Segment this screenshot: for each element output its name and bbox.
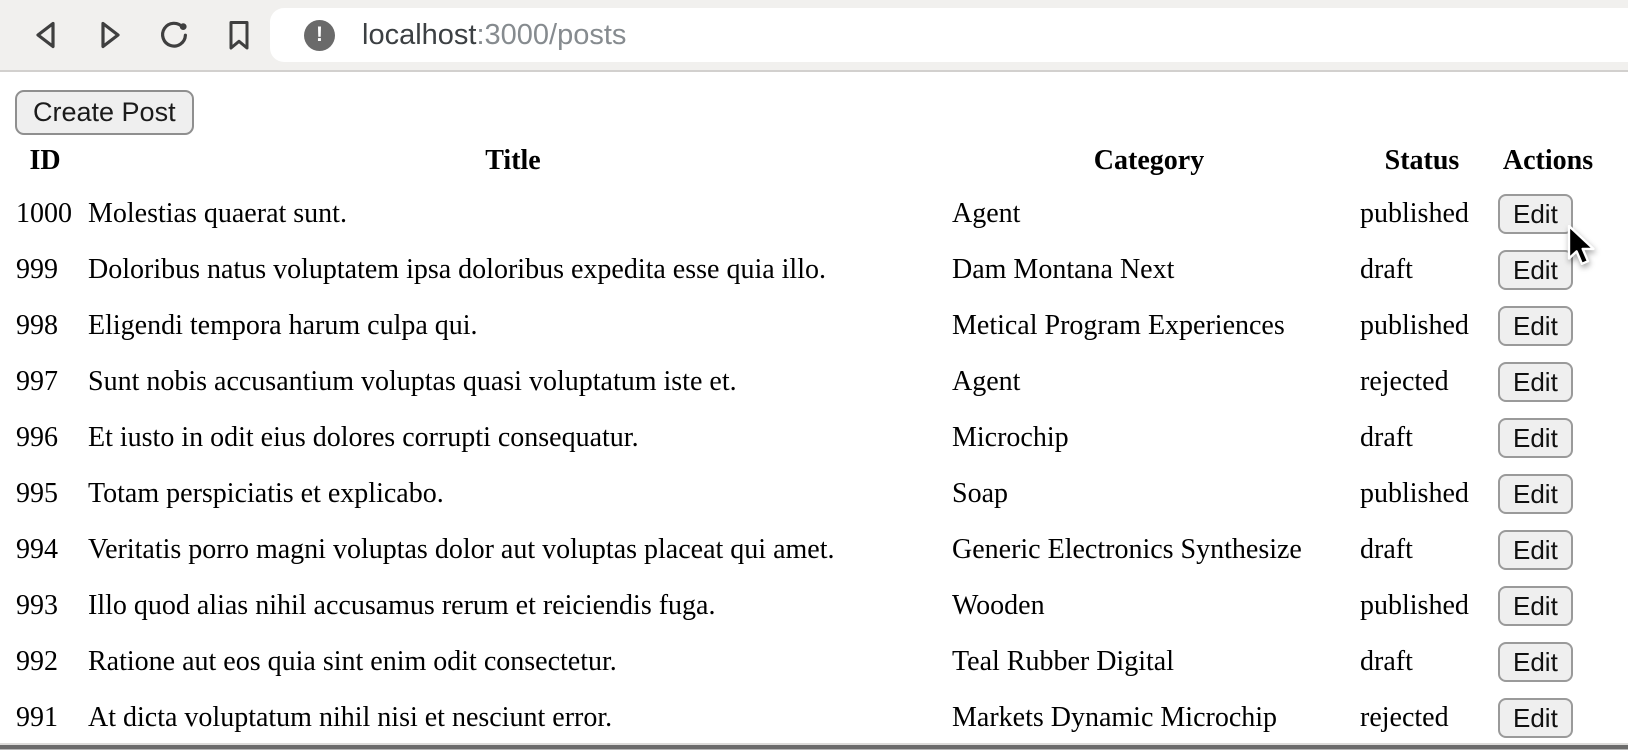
post-actions bbox=[1492, 467, 1604, 521]
reload-icon bbox=[158, 19, 190, 51]
post-id: 991 bbox=[16, 702, 58, 733]
url-text bbox=[362, 19, 626, 52]
table-row bbox=[10, 243, 1604, 297]
post-category: Wooden bbox=[952, 590, 1045, 621]
edit-button[interactable]: Edit bbox=[1498, 306, 1573, 346]
forward-arrow-icon bbox=[95, 19, 125, 51]
post-id: 993 bbox=[16, 590, 58, 621]
edit-button[interactable]: Edit bbox=[1498, 474, 1573, 514]
post-category: Generic Electronics Synthesize bbox=[952, 534, 1302, 565]
post-status: rejected bbox=[1360, 702, 1449, 733]
posts-table bbox=[8, 135, 1606, 747]
column-header-actions: Actions bbox=[1502, 145, 1594, 176]
post-id: 996 bbox=[16, 422, 58, 453]
post-id: 992 bbox=[16, 646, 58, 677]
post-id: 999 bbox=[16, 254, 58, 285]
table-row bbox=[10, 355, 1604, 409]
table-row bbox=[10, 635, 1604, 689]
post-status: rejected bbox=[1360, 366, 1449, 397]
address-bar[interactable] bbox=[270, 8, 1628, 62]
column-header-title: Title bbox=[485, 145, 541, 176]
table-row bbox=[10, 523, 1604, 577]
table-row bbox=[10, 411, 1604, 465]
post-category: Soap bbox=[952, 478, 1008, 509]
reload-button[interactable] bbox=[158, 19, 190, 51]
browser-nav-icons bbox=[30, 0, 254, 70]
post-status: published bbox=[1360, 590, 1469, 621]
posts-page bbox=[0, 72, 1628, 747]
post-status: draft bbox=[1360, 534, 1413, 565]
back-arrow-icon bbox=[31, 19, 61, 51]
post-title: Sunt nobis accusantium voluptas quasi voluptatum iste et. bbox=[88, 366, 737, 397]
post-status: draft bbox=[1360, 254, 1413, 285]
edit-button[interactable]: Edit bbox=[1498, 194, 1573, 234]
post-category: Teal Rubber Digital bbox=[952, 646, 1174, 677]
post-actions bbox=[1492, 635, 1604, 689]
create-post-button[interactable]: Create Post bbox=[15, 90, 194, 135]
post-category: Markets Dynamic Microchip bbox=[952, 702, 1278, 733]
forward-button[interactable] bbox=[94, 19, 126, 51]
post-status: draft bbox=[1360, 646, 1413, 677]
window-bottom-edge bbox=[0, 743, 1628, 750]
table-row bbox=[10, 187, 1604, 241]
table-row bbox=[10, 299, 1604, 353]
post-title: Eligendi tempora harum culpa qui. bbox=[88, 310, 478, 341]
browser-chrome bbox=[0, 0, 1628, 72]
post-category: Dam Montana Next bbox=[952, 254, 1175, 285]
edit-button[interactable]: Edit bbox=[1498, 418, 1573, 458]
url-path: :3000/posts bbox=[476, 18, 627, 51]
post-title: Et iusto in odit eius dolores corrupti consequatur. bbox=[88, 422, 639, 453]
post-category: Metical Program Experiences bbox=[952, 310, 1285, 341]
post-actions bbox=[1492, 355, 1604, 409]
post-id: 997 bbox=[16, 366, 58, 397]
post-id: 1000 bbox=[16, 198, 72, 229]
edit-button[interactable]: Edit bbox=[1498, 530, 1573, 570]
post-title: Ratione aut eos quia sint enim odit consectetur. bbox=[88, 646, 617, 677]
post-title: Totam perspiciatis et explicabo. bbox=[88, 478, 444, 509]
column-header-category: Category bbox=[1093, 145, 1205, 176]
post-title: Veritatis porro magni voluptas dolor aut voluptas placeat qui amet. bbox=[88, 534, 835, 565]
post-status: draft bbox=[1360, 422, 1413, 453]
post-id: 998 bbox=[16, 310, 58, 341]
post-id: 995 bbox=[16, 478, 58, 509]
edit-button[interactable]: Edit bbox=[1498, 362, 1573, 402]
post-category: Agent bbox=[952, 198, 1021, 229]
post-actions bbox=[1492, 299, 1604, 353]
post-category: Agent bbox=[952, 366, 1021, 397]
post-category: Microchip bbox=[952, 422, 1069, 453]
back-button[interactable] bbox=[30, 19, 62, 51]
table-row bbox=[10, 691, 1604, 745]
table-row bbox=[10, 467, 1604, 521]
edit-button[interactable]: Edit bbox=[1498, 250, 1573, 290]
post-status: published bbox=[1360, 310, 1469, 341]
post-title: Doloribus natus voluptatem ipsa doloribus expedita esse quia illo. bbox=[88, 254, 826, 285]
post-actions bbox=[1492, 579, 1604, 633]
url-host: localhost bbox=[362, 18, 477, 51]
post-actions bbox=[1492, 523, 1604, 577]
post-title: Molestias quaerat sunt. bbox=[88, 198, 347, 229]
bookmark-icon bbox=[222, 19, 254, 51]
post-actions bbox=[1492, 243, 1604, 297]
post-title: Illo quod alias nihil accusamus rerum et reiciendis fuga. bbox=[88, 590, 716, 621]
column-header-status: Status bbox=[1384, 145, 1460, 176]
post-actions bbox=[1492, 187, 1604, 241]
post-title: At dicta voluptatum nihil nisi et nesciunt error. bbox=[88, 702, 613, 733]
edit-button[interactable]: Edit bbox=[1498, 698, 1573, 738]
post-status: published bbox=[1360, 198, 1469, 229]
edit-button[interactable]: Edit bbox=[1498, 586, 1573, 626]
post-actions bbox=[1492, 691, 1604, 745]
post-status: published bbox=[1360, 478, 1469, 509]
bookmark-button[interactable] bbox=[222, 19, 254, 51]
table-header-row bbox=[10, 137, 1604, 185]
post-id: 994 bbox=[16, 534, 58, 565]
column-header-id: ID bbox=[29, 145, 61, 176]
site-info-icon[interactable]: ! bbox=[304, 20, 335, 51]
table-row bbox=[10, 579, 1604, 633]
edit-button[interactable]: Edit bbox=[1498, 642, 1573, 682]
post-actions bbox=[1492, 411, 1604, 465]
